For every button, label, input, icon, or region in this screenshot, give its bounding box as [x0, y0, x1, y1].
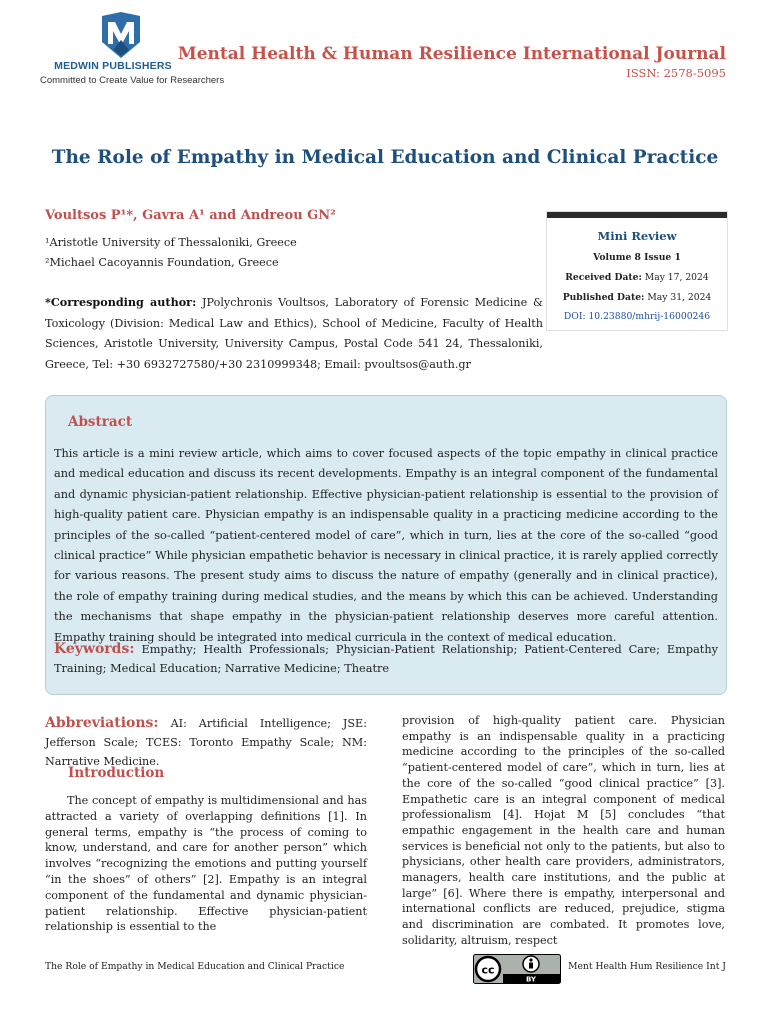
corresponding-author — [45, 292, 543, 375]
affiliation-1: ¹Aristotle University of Thessaloniki, Greece — [45, 236, 297, 249]
corresponding-author-text: JPolychronis Voultsos, Laboratory of Forensic Medicine & Toxicology (Division: Medical Law and Ethics), School of Medicine, Faculty of Health Sciences, Aristotle University, University Campus, Postal Code 541 24, Thessaloniki, Greece, Tel: +30 6932727580/+30 2310999348; Email: pvoultsos@auth.gr — [45, 296, 544, 371]
right-column-text: provision of high-quality patient care. Physician empathy is an indispensable quality in a practicing medicine according to the principles of the so-called “patient-centered model of care”, which in turn, lies at the core of the so-called “good clinical practice” [3]. Empathetic care is an integral component of medical professionalism [4]. Hojat M [5] concludes “that empathic engagement in the health care and human services is beneficial not only to the patients, but also to physicians, other health care providers, administrators, managers, health care institutions, and the public at large” [6]. Where there is empathy, interpersonal and international conflicts are reduced, prejudice, stigma and discrimination are combated. It promotes love, solidarity, altruism, respect — [402, 714, 725, 947]
introduction-text: The concept of empathy is multidimensional and has attracted a variety of overlapping definitions [1]. In general terms, empathy is “the process of coming to know, understand, and care for another person” which involves “recognizing the emotions and putting yourself “in the shoes” of others” [2]. Empathy is an integral component of the fundamental and dynamic physician-patient relationship. Effective physician-patient relationship is essential to the — [45, 794, 367, 934]
abstract-text: This article is a mini review article, which aims to cover focused aspects of the topic empathy in clinical practice and medical education and discuss its recent developments. Empathy is an integral component of the fundamental and dynamic physician-patient relationship. Effective physician-patient relationship is essential to the provision of high-quality patient care. Physician empathy is an indispensable quality in a practicing medicine according to the principles of the so-called “patient-centered model of care”, which in turn, lies at the core of the so-called “good clinical practice” While physician empathetic behavior is necessary in clinical practice, it is rarely applied correctly for various reasons. The present study aims to discuss the nature of empathy (generally and in clinical practice), the role of empathy training during medical studies, and the means by which this can be achieved. Understanding the mechanisms that shape empathy in the physician-patient relationship deserves more careful attention. Empathy training should be integrated into medical curricula in the context of medical education. — [54, 447, 718, 644]
svg-text:cc: cc — [481, 963, 495, 977]
publisher-name: MEDWIN PUBLISHERS — [54, 60, 172, 72]
keywords-text: Empathy; Health Professionals; Physician-Patient Relationship; Patient-Centered Care; Empathy Training; Medical Education; Narrative Medicine; Theatre — [54, 643, 718, 675]
footer-journal-abbrev: Ment Health Hum Resilience Int J — [568, 961, 726, 972]
affiliation-2: ²Michael Cacoyannis Foundation, Greece — [45, 256, 279, 269]
journal-title: Mental Health & Human Resilience International Journal — [177, 44, 726, 64]
keywords — [54, 640, 718, 678]
abstract-heading: Abstract — [68, 414, 133, 430]
doi-link[interactable]: DOI: 10.23880/mhrij-16000246 — [563, 311, 711, 322]
received-date — [547, 272, 727, 283]
corresponding-author-label: *Corresponding author: — [45, 295, 197, 309]
publisher-tagline: Committed to Create Value for Researchers — [40, 75, 225, 86]
medwin-logo-icon — [100, 12, 142, 58]
received-date-label: Received Date: — [565, 272, 642, 283]
abbreviations — [45, 714, 367, 771]
article-info-box — [547, 212, 727, 330]
cc-by-label: BY — [525, 975, 537, 984]
keywords-label: Keywords: — [54, 641, 135, 657]
journal-issn: ISSN: 2578-5095 — [626, 66, 726, 80]
abbreviations-text: AI: Artificial Intelligence; JSE: Jefferson Scale; TCES: Toronto Empathy Scale; NM: Narrative Medicine. — [45, 717, 367, 768]
article-title: The Role of Empathy in Medical Education and Clinical Practice — [51, 147, 719, 168]
article-volume: Volume 8 Issue 1 — [593, 252, 681, 263]
article-type: Mini Review — [597, 229, 677, 243]
article-authors: Voultsos P¹*, Gavra A¹ and Andreou GN² — [45, 208, 336, 223]
published-date-value: May 31, 2024 — [644, 292, 712, 303]
introduction-heading: Introduction — [68, 765, 165, 781]
abbreviations-label: Abbreviations: — [45, 715, 159, 731]
published-date-label: Published Date: — [562, 292, 645, 303]
published-date — [547, 292, 727, 303]
received-date-value: May 17, 2024 — [641, 272, 709, 283]
footer-article-title: The Role of Empathy in Medical Education and Clinical Practice — [45, 961, 345, 972]
abstract-box — [45, 395, 727, 695]
cc-by-license-icon[interactable] — [473, 954, 561, 984]
info-box-top-bar — [547, 212, 727, 218]
